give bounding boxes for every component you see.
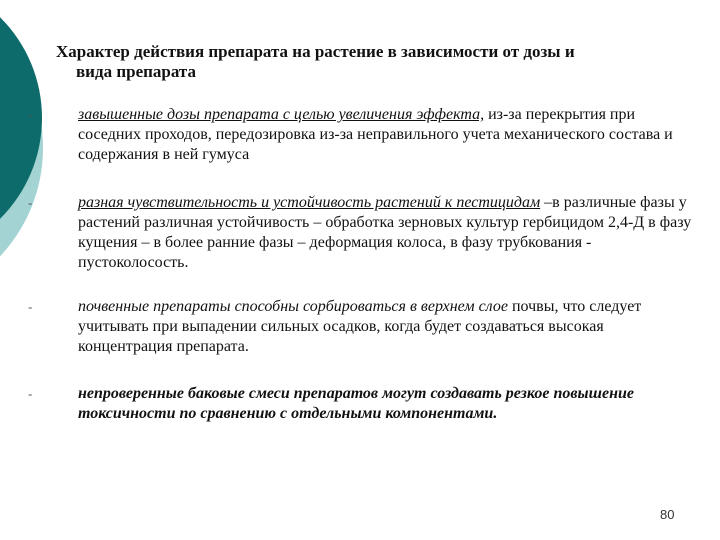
bullet-tank-mixes [28,384,698,424]
bullet-text: непроверенные баковые смеси препаратов могут создавать резкое повышение токсичности по сравнению с отдельными компонентами. [78,385,634,422]
bullet-marker: - [28,299,33,314]
bullet-marker: - [28,386,33,401]
bullet-text: из-за перекрытия при соседних проходов, передозировка из-за неправильного учета механического состава и содержания в ней гумуса [78,106,673,163]
bullet-overdose [28,105,698,165]
slide-title [56,42,696,82]
bullet-emphasis: завышенные дозы препарата с целью увеличения эффекта, [78,106,485,123]
bullet-marker: - [28,107,33,122]
bullet-soil-preparations [28,297,698,357]
bullet-emphasis: разная чувствительность и устойчивость растений к пестицидам [78,194,541,211]
bullet-sensitivity [28,193,698,273]
bullet-text: –в различные фазы у растений различная устойчивость – обработка зерновых культур гербицидом 2,4-Д в фазу кущения – в более ранние фазы – деформация колоса, в фазу трубкования - пустоколосость. [78,194,692,271]
title-line-1: Характер действия препарата на растение в зависимости от дозы и [56,42,575,61]
bullet-marker: - [28,195,33,210]
bullet-emphasis: почвенные препараты способны сорбироваться в верхнем слое [78,298,508,315]
page-number: 80 [660,507,675,522]
bullet-text: почвы, что следует учитывать при выпадении сильных осадков, когда будет создаваться высокая концентрация препарата. [78,298,642,355]
title-line-2: вида препарата [76,62,196,81]
